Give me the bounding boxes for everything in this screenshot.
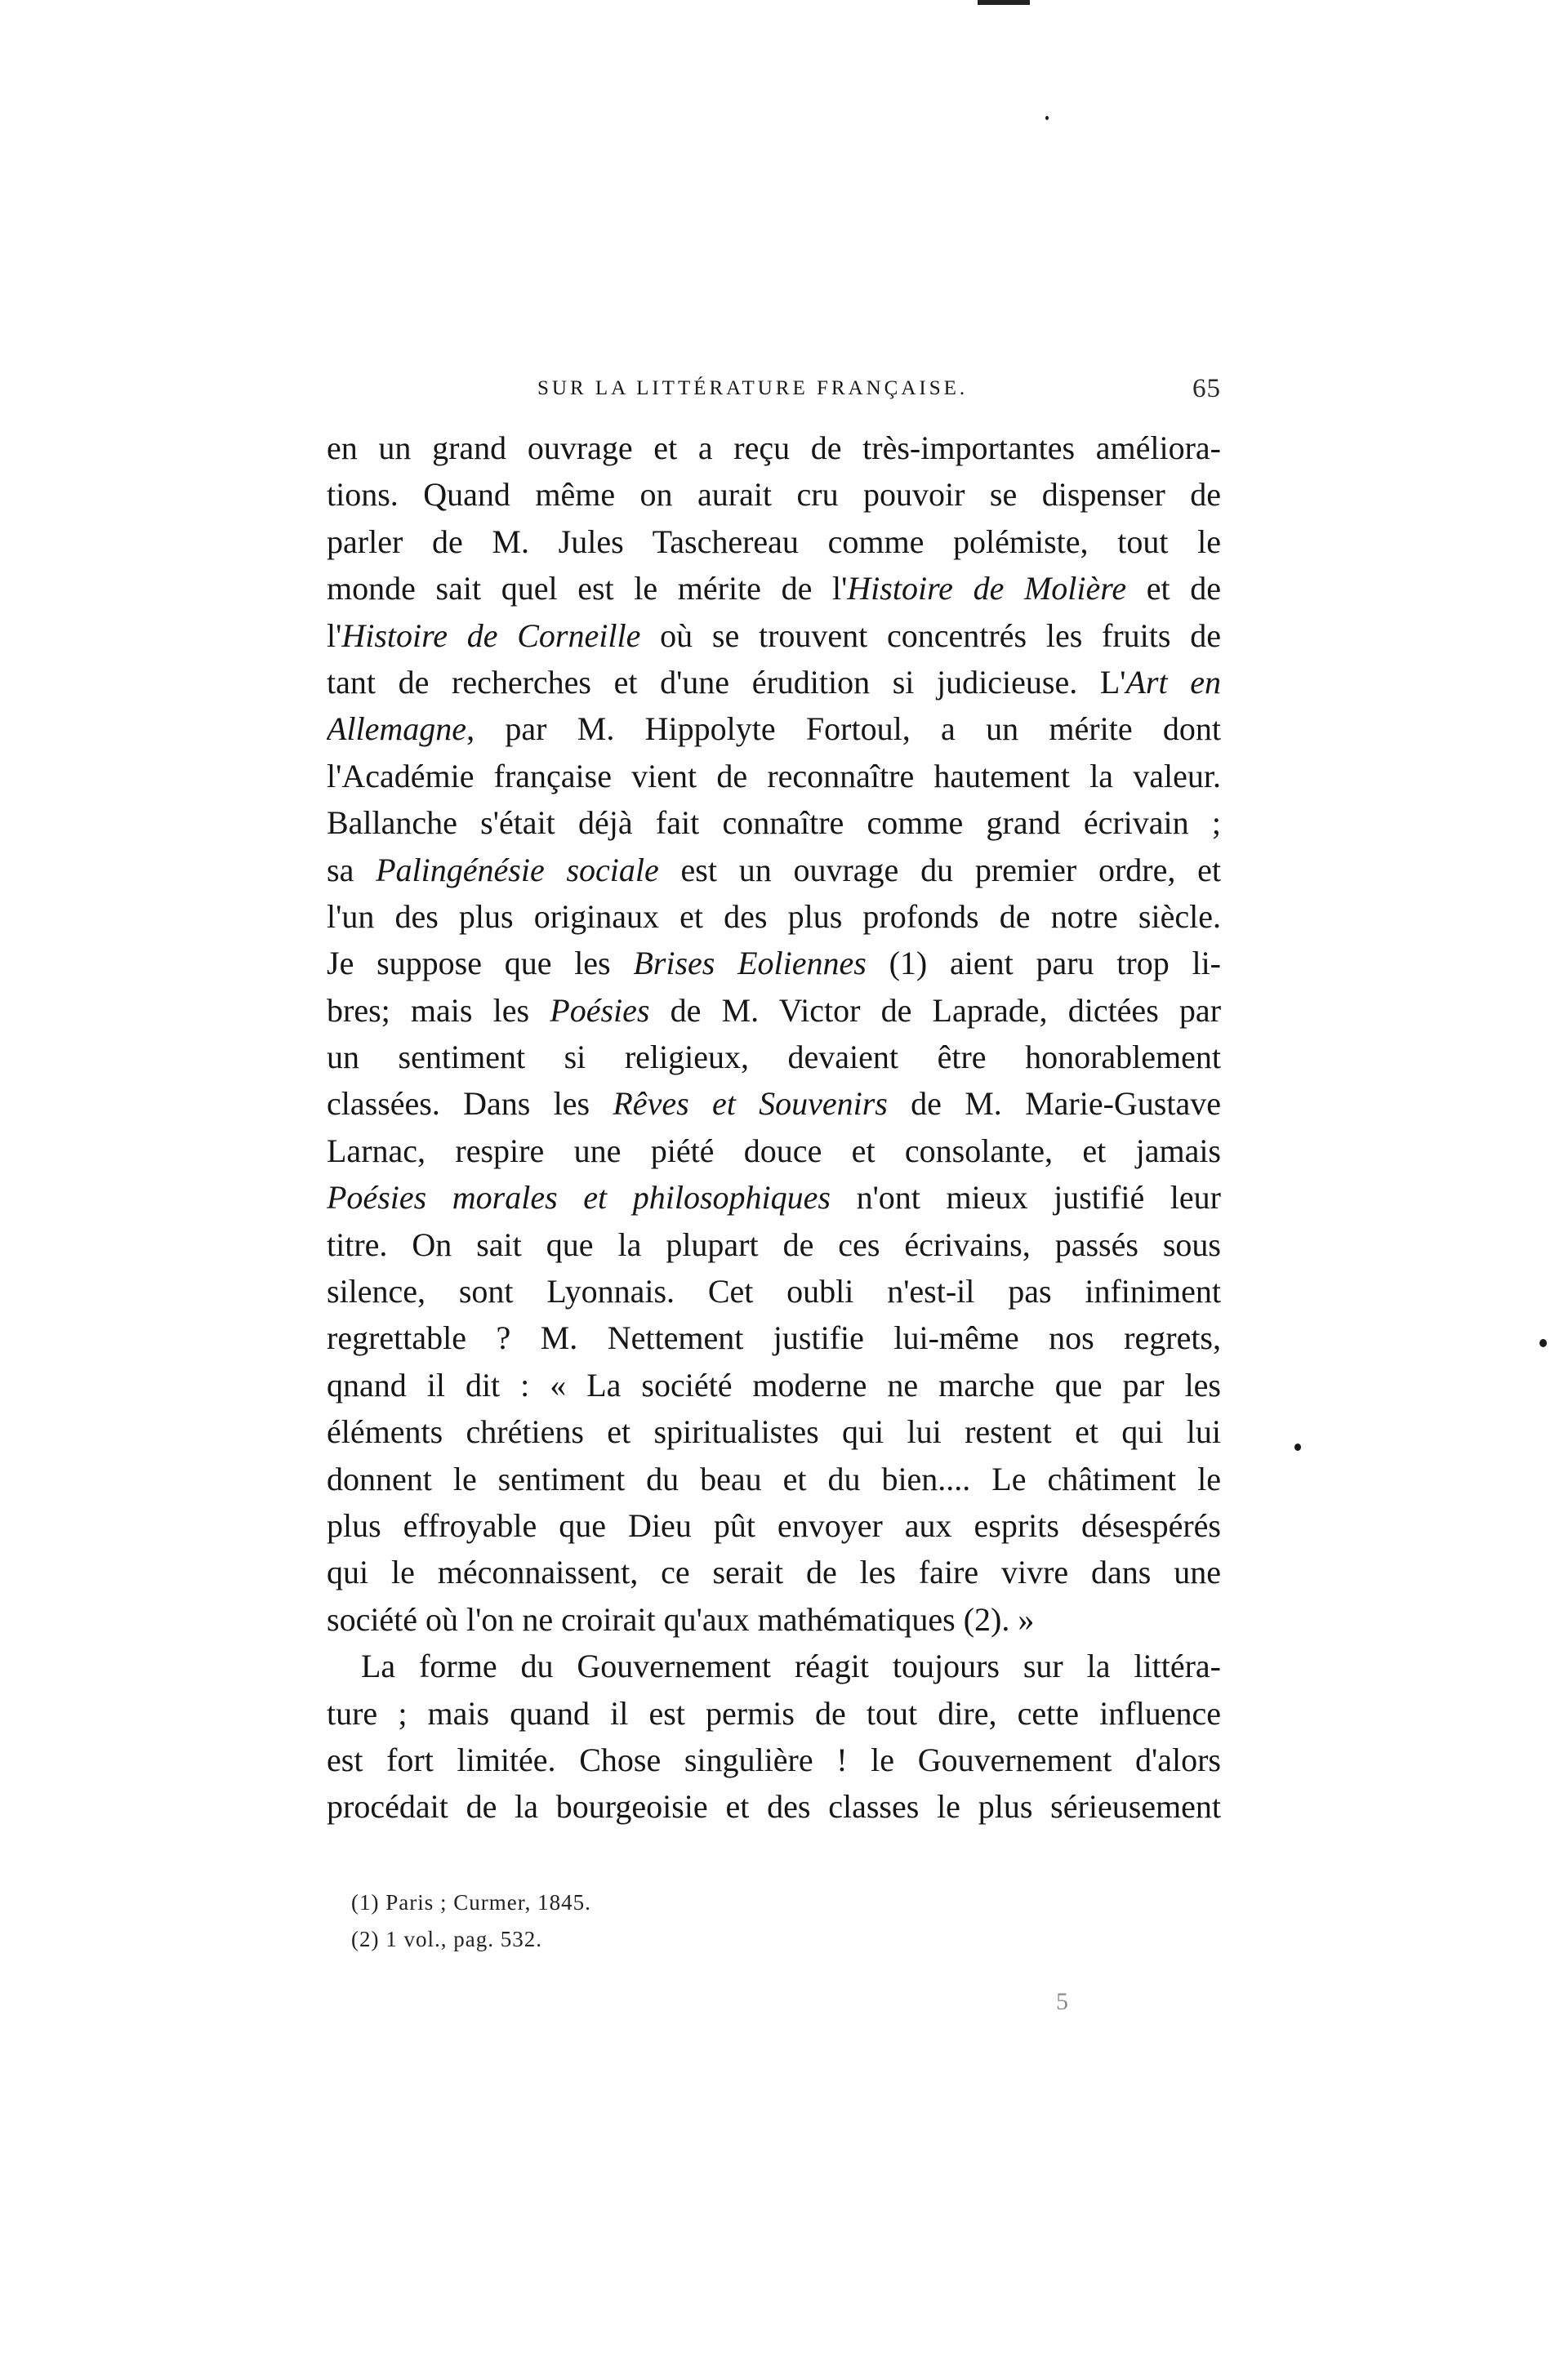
text-line: tions. Quand même on aurait cru pouvoir se dispenser de: [327, 476, 1221, 514]
text-line: éléments chrétiens et spiritualistes qui lui restent et qui lui: [327, 1413, 1221, 1451]
text-line: plus effroyable que Dieu pût envoyer aux esprits désespérés: [327, 1506, 1221, 1544]
text-line: bres; mais les Poésies de M. Victor de Laprade, dictées par: [327, 991, 1221, 1029]
text-line: ture ; mais quand il est permis de tout dire, cette influence: [327, 1694, 1221, 1732]
text-line: parler de M. Jules Taschereau comme polémiste, tout le: [327, 523, 1221, 560]
text-line: procédait de la bourgeoisie et des classes le plus sérieusement: [327, 1788, 1221, 1826]
text-line: qui le méconnaissent, ce serait de les faire vivre dans une: [327, 1554, 1221, 1591]
text-line: société où l'on ne croirait qu'aux mathématiques (2). »: [327, 1600, 1035, 1638]
body-text: [327, 425, 1221, 1831]
text-line: l'un des plus originaux et des plus profonds de notre siècle.: [327, 897, 1221, 935]
text-line: tant de recherches et d'une érudition si judicieuse. L'Art en: [327, 663, 1221, 701]
signature-mark: 5: [1056, 1988, 1068, 2015]
text-line: l'Histoire de Corneille où se trouvent concentrés les fruits de: [327, 616, 1221, 654]
ink-speck: [1294, 1444, 1301, 1451]
text-line: silence, sont Lyonnais. Cet oubli n'est-il pas infiniment: [327, 1273, 1221, 1310]
text-line: un sentiment si religieux, devaient être honorablement: [327, 1039, 1221, 1076]
text-line: Je suppose que les Brises Eoliennes (1) aient paru trop li-: [327, 945, 1221, 982]
ink-speck: [1045, 116, 1049, 120]
ink-speck: [1539, 1339, 1547, 1347]
text-line: titre. On sait que la plupart de ces écrivains, passés sous: [327, 1226, 1221, 1263]
text-line: Poésies morales et philosophiques n'ont mieux justifié leur: [327, 1179, 1221, 1217]
text-line: Allemagne, par M. Hippolyte Fortoul, a un mérite dont: [327, 710, 1221, 748]
text-line: sa Palingénésie sociale est un ouvrage du premier ordre, et: [327, 851, 1221, 888]
text-line: donnent le sentiment du beau et du bien.... Le châtiment le: [327, 1460, 1221, 1497]
footnotes: [351, 1884, 841, 1958]
running-title: SUR LA LITTÉRATURE FRANÇAISE.: [537, 377, 969, 399]
text-line: est fort limitée. Chose singulière ! le Gouvernement d'alors: [327, 1741, 1221, 1778]
text-line: en un grand ouvrage et a reçu de très-importantes améliora-: [327, 429, 1221, 466]
text-line: classées. Dans les Rêves et Souvenirs de M. Marie-Gustave: [327, 1085, 1221, 1123]
paragraph-first-line: La forme du Gouvernement réagit toujours sur la littéra-: [361, 1648, 1221, 1685]
text-line: qnand il dit : « La société moderne ne marche que par les: [327, 1366, 1221, 1404]
footnote-2: (2) 1 vol., pag. 532.: [351, 1927, 542, 1951]
text-line: regrettable ? M. Nettement justifie lui-même nos regrets,: [327, 1319, 1221, 1357]
footnote-1: (1) Paris ; Curmer, 1845.: [351, 1890, 591, 1915]
text-line: Larnac, respire une piété douce et consolante, et jamais: [327, 1132, 1221, 1169]
page-number: 65: [1192, 374, 1221, 403]
text-line: l'Académie française vient de reconnaître hautement la valeur.: [327, 757, 1221, 794]
text-line: Ballanche s'était déjà fait connaître comme grand écrivain ;: [327, 804, 1221, 842]
scan-edge-mark: [978, 0, 1030, 5]
text-line: monde sait quel est le mérite de l'Histoire de Molière et de: [327, 570, 1221, 607]
running-head: [327, 374, 1221, 410]
